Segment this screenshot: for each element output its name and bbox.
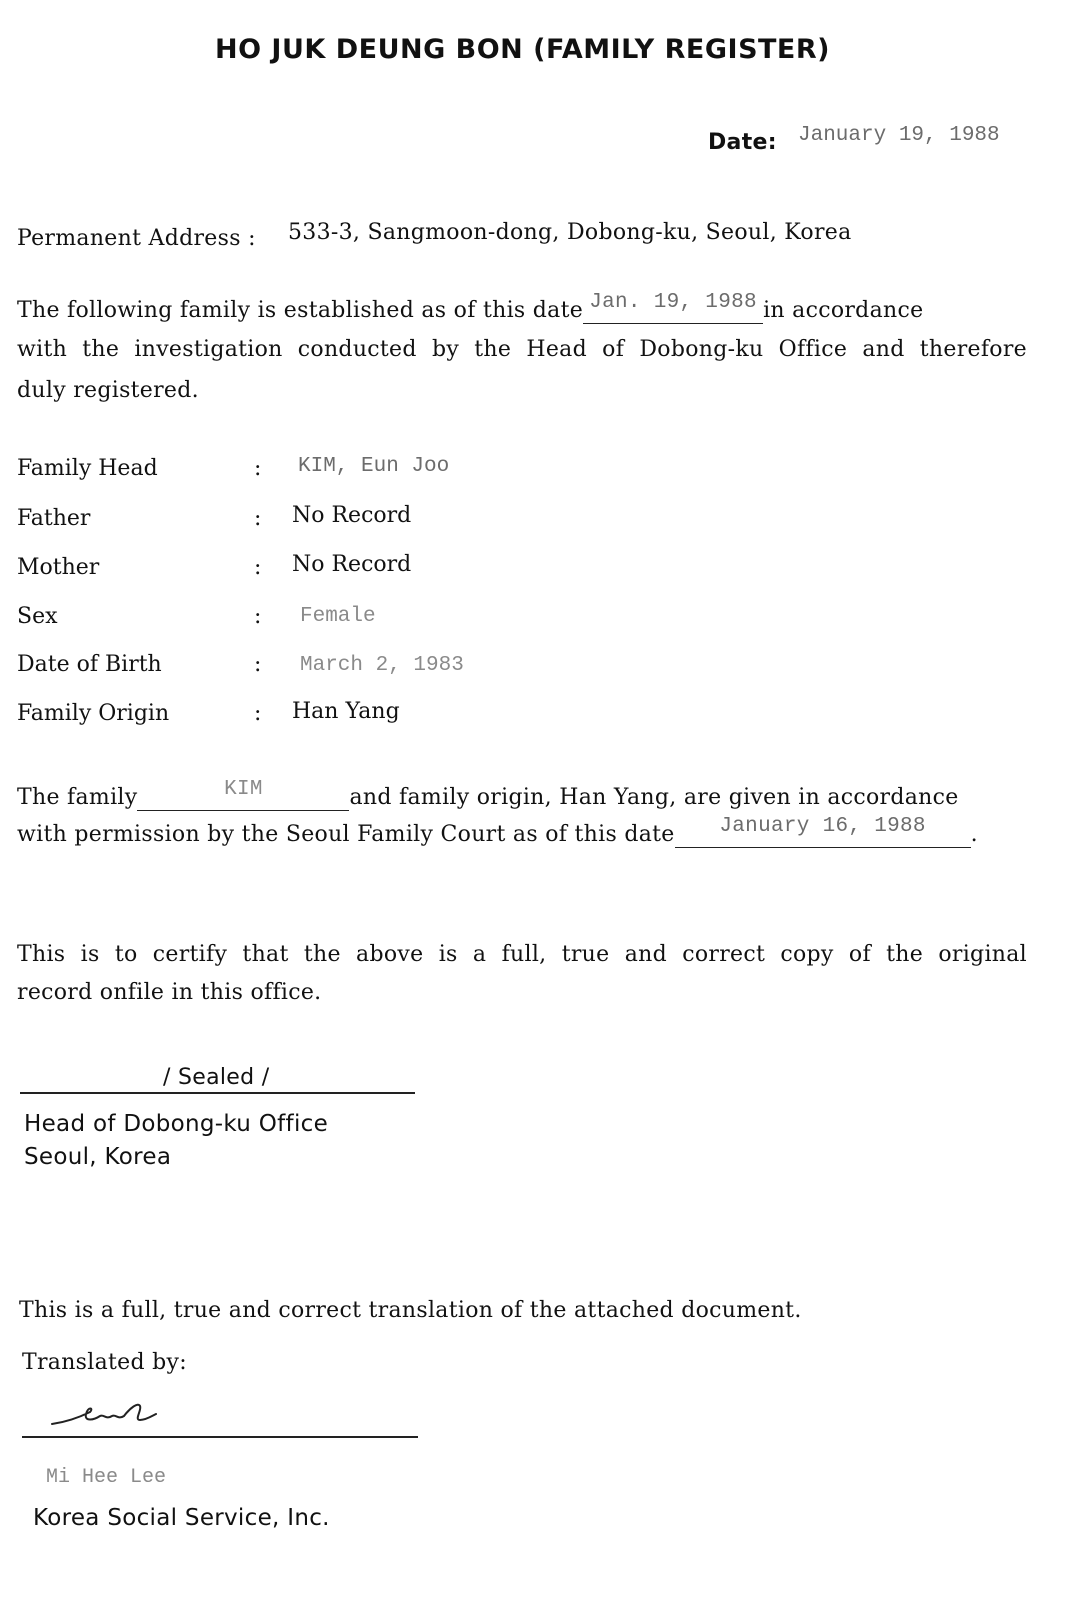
certification-line-2: record onfile in this office. (17, 980, 322, 1005)
field-value-family-head: KIM, Eun Joo (298, 455, 450, 478)
establishment-text-after: in accordance (763, 298, 924, 323)
sealed-label: / Sealed / (163, 1065, 270, 1090)
family-name-line2-after: . (970, 822, 978, 847)
field-colon: : (254, 506, 262, 531)
field-value-sex: Female (300, 605, 376, 628)
seal-signature-line (20, 1092, 415, 1094)
certification-line-1: This is to certify that the above is a full, true and correct copy of the original (17, 942, 1027, 967)
field-label-family-origin: Family Origin (17, 701, 170, 726)
field-label-date-of-birth: Date of Birth (17, 652, 162, 677)
field-colon: : (254, 456, 262, 481)
establishment-text-before: The following family is established as of this date (17, 298, 584, 323)
field-value-family-origin: Han Yang (292, 699, 400, 724)
field-label-family-head: Family Head (17, 456, 158, 481)
establishment-line-2: with the investigation conducted by the Head of Dobong-ku Office and therefore (17, 337, 1027, 362)
establishment-line-1 (17, 291, 1027, 324)
translator-signature-line (22, 1436, 418, 1438)
translator-signature (48, 1396, 168, 1432)
signature-mark (48, 1396, 168, 1432)
translator-name: Mi Hee Lee (46, 1466, 167, 1489)
permanent-address-value: 533-3, Sangmoon-dong, Dobong-ku, Seoul, Korea (288, 220, 852, 245)
establishment-date-blank (583, 291, 763, 324)
court-date-blank (675, 815, 971, 848)
family-name-line2-before: with permission by the Seoul Family Court as of this date (17, 822, 675, 847)
family-name-text-after: and family origin, Han Yang, are given in accordance (349, 785, 959, 810)
date-label: Date: (708, 130, 777, 155)
family-name-line-2 (17, 815, 1027, 848)
field-label-father: Father (17, 506, 91, 531)
translator-organization: Korea Social Service, Inc. (33, 1505, 330, 1531)
office-line-1: Head of Dobong-ku Office (24, 1111, 329, 1137)
field-colon: : (254, 555, 262, 580)
family-name-blank (137, 778, 349, 811)
translation-statement: This is a full, true and correct translation of the attached document. (19, 1298, 802, 1323)
document-title: HO JUK DEUNG BON (FAMILY REGISTER) (214, 34, 831, 65)
field-label-sex: Sex (17, 604, 58, 629)
translated-by-label: Translated by: (22, 1350, 187, 1375)
field-label-mother: Mother (17, 555, 100, 580)
family-name-text-before: The family (17, 785, 138, 810)
family-name-line-1 (17, 778, 1027, 811)
court-date-value: January 16, 1988 (719, 815, 926, 838)
establishment-line-3: duly registered. (17, 378, 199, 403)
office-line-2: Seoul, Korea (24, 1144, 172, 1170)
field-colon: : (254, 701, 262, 726)
field-colon: : (254, 604, 262, 629)
date-value: January 19, 1988 (798, 124, 1000, 147)
field-value-father: No Record (292, 503, 412, 528)
field-value-mother: No Record (292, 552, 412, 577)
establishment-date-value: Jan. 19, 1988 (589, 291, 757, 314)
field-value-date-of-birth: March 2, 1983 (300, 654, 464, 677)
permanent-address-label: Permanent Address : (17, 226, 256, 251)
family-name-value: KIM (224, 778, 263, 801)
field-colon: : (254, 652, 262, 677)
